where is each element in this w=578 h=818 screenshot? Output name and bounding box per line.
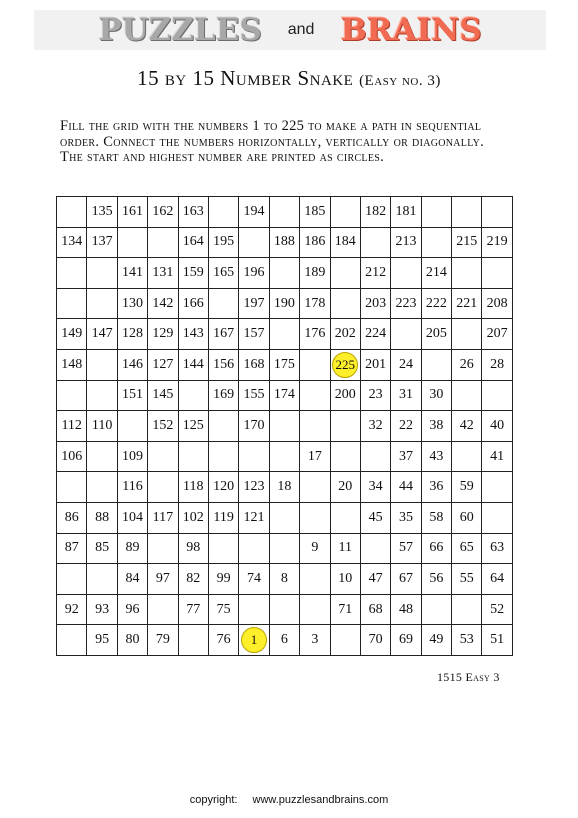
grid-cell-given[interactable]: 195 <box>208 227 238 258</box>
grid-row <box>57 411 513 442</box>
grid-cell-given[interactable]: 174 <box>269 380 299 411</box>
grid-cell-empty[interactable] <box>208 197 238 228</box>
grid-cell-given[interactable]: 34 <box>360 472 390 503</box>
grid-cell-given[interactable]: 156 <box>208 349 238 380</box>
grid-cell-given[interactable]: 112 <box>57 411 87 442</box>
grid-cell-given[interactable]: 18 <box>269 472 299 503</box>
grid-cell-given[interactable]: 148 <box>57 349 87 380</box>
grid-cell-given[interactable]: 131 <box>148 258 178 289</box>
grid-cell-given[interactable]: 89 <box>117 533 147 564</box>
grid-cell-given[interactable]: 87 <box>57 533 87 564</box>
grid-cell-empty[interactable] <box>300 564 330 595</box>
grid-cell-given[interactable]: 116 <box>117 472 147 503</box>
grid-cell-empty[interactable] <box>360 441 390 472</box>
grid-cell-given[interactable]: 55 <box>452 564 482 595</box>
grid-cell-given[interactable]: 200 <box>330 380 360 411</box>
grid-cell-empty[interactable] <box>239 533 269 564</box>
grid-cell-given[interactable]: 152 <box>148 411 178 442</box>
copyright-footer <box>0 794 578 806</box>
grid-cell-given[interactable]: 196 <box>239 258 269 289</box>
grid-cell-given[interactable]: 57 <box>391 533 421 564</box>
grid-cell-empty[interactable] <box>239 227 269 258</box>
grid-cell-empty[interactable] <box>178 441 208 472</box>
grid-cell-given[interactable]: 104 <box>117 502 147 533</box>
grid-cell-given[interactable]: 42 <box>452 411 482 442</box>
grid-cell-given[interactable]: 49 <box>421 625 451 656</box>
grid-cell-empty[interactable] <box>482 258 512 289</box>
grid-cell-empty[interactable] <box>421 349 451 380</box>
grid-cell-empty[interactable] <box>87 380 117 411</box>
grid-cell-given[interactable]: 84 <box>117 564 147 595</box>
grid-cell-empty[interactable] <box>269 533 299 564</box>
grid-row <box>57 564 513 595</box>
grid-cell-given[interactable]: 213 <box>391 227 421 258</box>
grid-cell-given[interactable]: 143 <box>178 319 208 350</box>
grid-cell-given[interactable]: 181 <box>391 197 421 228</box>
grid-cell-given[interactable]: 98 <box>178 533 208 564</box>
grid-cell-empty[interactable] <box>452 380 482 411</box>
grid-cell-given[interactable]: 64 <box>482 564 512 595</box>
grid-cell-given[interactable]: 182 <box>360 197 390 228</box>
grid-cell-given[interactable]: 214 <box>421 258 451 289</box>
grid-cell-empty[interactable] <box>300 594 330 625</box>
grid-cell-empty[interactable] <box>87 258 117 289</box>
grid-cell-given[interactable]: 69 <box>391 625 421 656</box>
grid-cell-empty[interactable] <box>330 411 360 442</box>
grid-cell-empty[interactable] <box>482 472 512 503</box>
grid-cell-given[interactable]: 186 <box>300 227 330 258</box>
grid-cell-empty[interactable] <box>330 441 360 472</box>
grid-cell-empty[interactable] <box>300 380 330 411</box>
grid-cell-given[interactable]: 80 <box>117 625 147 656</box>
grid-cell-given[interactable]: 102 <box>178 502 208 533</box>
grid-cell-given[interactable]: 185 <box>300 197 330 228</box>
grid-cell-given[interactable] <box>330 349 360 380</box>
grid-cell-given[interactable]: 110 <box>87 411 117 442</box>
grid-cell-given[interactable]: 65 <box>452 533 482 564</box>
grid-row <box>57 502 513 533</box>
grid-cell-given[interactable]: 194 <box>239 197 269 228</box>
grid-cell-given[interactable]: 95 <box>87 625 117 656</box>
grid-row <box>57 594 513 625</box>
grid-cell-given[interactable]: 151 <box>117 380 147 411</box>
grid-cell-given[interactable]: 109 <box>117 441 147 472</box>
grid-cell-empty[interactable] <box>360 227 390 258</box>
grid-cell-given[interactable]: 20 <box>330 472 360 503</box>
grid-cell-empty[interactable] <box>239 441 269 472</box>
grid-cell-given[interactable]: 207 <box>482 319 512 350</box>
grid-cell-given[interactable]: 118 <box>178 472 208 503</box>
instruction-line: order. Connect the numbers horizontally, vertically or diagonally. <box>60 133 485 150</box>
grid-cell-given[interactable]: 137 <box>87 227 117 258</box>
grid-cell-empty[interactable] <box>452 258 482 289</box>
grid-cell-given[interactable]: 117 <box>148 502 178 533</box>
grid-cell-empty[interactable] <box>330 502 360 533</box>
grid-cell-given[interactable]: 76 <box>208 625 238 656</box>
copyright-label: copyright: <box>189 794 238 806</box>
grid-cell-given[interactable]: 129 <box>148 319 178 350</box>
grid-cell-given[interactable]: 77 <box>178 594 208 625</box>
grid-cell-given[interactable]: 128 <box>117 319 147 350</box>
grid-cell-empty[interactable] <box>148 594 178 625</box>
grid-cell-given[interactable]: 127 <box>148 349 178 380</box>
grid-cell-empty[interactable] <box>482 502 512 533</box>
grid-cell-empty[interactable] <box>148 227 178 258</box>
grid-cell-given[interactable]: 188 <box>269 227 299 258</box>
grid-cell-given[interactable]: 56 <box>421 564 451 595</box>
grid-cell-empty[interactable] <box>330 258 360 289</box>
grid-cell-given[interactable]: 67 <box>391 564 421 595</box>
grid-cell-empty[interactable] <box>87 288 117 319</box>
circled-number: 1 <box>241 627 267 653</box>
grid-row <box>57 380 513 411</box>
grid-cell-given[interactable]: 142 <box>148 288 178 319</box>
grid-cell-given[interactable]: 144 <box>178 349 208 380</box>
grid-cell-given[interactable]: 36 <box>421 472 451 503</box>
grid-cell-empty[interactable] <box>87 349 117 380</box>
grid-cell-empty[interactable] <box>269 594 299 625</box>
grid-cell-given[interactable]: 8 <box>269 564 299 595</box>
grid-cell-empty[interactable] <box>57 472 87 503</box>
grid-cell-given[interactable]: 201 <box>360 349 390 380</box>
grid-cell-empty[interactable] <box>57 288 87 319</box>
grid-cell-given[interactable]: 66 <box>421 533 451 564</box>
grid-cell-empty[interactable] <box>208 441 238 472</box>
grid-cell-given[interactable]: 31 <box>391 380 421 411</box>
grid-cell-given[interactable]: 6 <box>269 625 299 656</box>
grid-cell-given[interactable]: 37 <box>391 441 421 472</box>
grid-row <box>57 288 513 319</box>
grid-cell-given[interactable]: 40 <box>482 411 512 442</box>
grid-cell-given[interactable]: 82 <box>178 564 208 595</box>
grid-cell-given[interactable]: 3 <box>300 625 330 656</box>
grid-cell-empty[interactable] <box>391 258 421 289</box>
grid-cell-given[interactable]: 161 <box>117 197 147 228</box>
grid-cell-given[interactable]: 146 <box>117 349 147 380</box>
grid-cell-given[interactable]: 202 <box>330 319 360 350</box>
site-logo-banner <box>34 10 546 50</box>
grid-cell-empty[interactable] <box>269 319 299 350</box>
grid-cell-empty[interactable] <box>87 472 117 503</box>
grid-cell-given[interactable]: 24 <box>391 349 421 380</box>
grid-cell-given[interactable]: 147 <box>87 319 117 350</box>
grid-cell-given[interactable]: 164 <box>178 227 208 258</box>
grid-cell-given[interactable]: 135 <box>87 197 117 228</box>
grid-row <box>57 349 513 380</box>
grid-cell-given[interactable]: 221 <box>452 288 482 319</box>
grid-cell-empty[interactable] <box>178 625 208 656</box>
grid-cell-empty[interactable] <box>57 564 87 595</box>
grid-cell-given[interactable]: 97 <box>148 564 178 595</box>
grid-cell-given[interactable]: 63 <box>482 533 512 564</box>
grid-cell-empty[interactable] <box>300 349 330 380</box>
grid-cell-empty[interactable] <box>117 227 147 258</box>
instructions <box>60 119 550 166</box>
grid-cell-given[interactable]: 51 <box>482 625 512 656</box>
grid-cell-empty[interactable] <box>421 594 451 625</box>
grid-cell-empty[interactable] <box>330 288 360 319</box>
grid-row <box>57 197 513 228</box>
logo-word-puzzles: PUZZLES <box>98 12 262 48</box>
grid-cell-given[interactable]: 134 <box>57 227 87 258</box>
grid-row <box>57 441 513 472</box>
grid-cell-given[interactable]: 205 <box>421 319 451 350</box>
grid-cell-empty[interactable] <box>148 441 178 472</box>
grid-cell-given[interactable]: 85 <box>87 533 117 564</box>
grid-cell-given[interactable]: 32 <box>360 411 390 442</box>
grid-cell-empty[interactable] <box>482 380 512 411</box>
grid-cell-given[interactable]: 203 <box>360 288 390 319</box>
grid-cell-empty[interactable] <box>269 258 299 289</box>
grid-cell-empty[interactable] <box>421 227 451 258</box>
grid-cell-given[interactable]: 121 <box>239 502 269 533</box>
grid-row <box>57 533 513 564</box>
grid-cell-empty[interactable] <box>269 411 299 442</box>
grid-cell-given[interactable]: 165 <box>208 258 238 289</box>
grid-cell-given[interactable]: 215 <box>452 227 482 258</box>
grid-cell-given[interactable]: 71 <box>330 594 360 625</box>
grid-cell-given[interactable]: 10 <box>330 564 360 595</box>
grid-cell-given[interactable]: 170 <box>239 411 269 442</box>
grid-cell-given[interactable]: 30 <box>421 380 451 411</box>
grid-cell-empty[interactable] <box>117 411 147 442</box>
grid-cell-given[interactable]: 184 <box>330 227 360 258</box>
grid-cell-empty[interactable] <box>330 197 360 228</box>
grid-cell-empty[interactable] <box>178 380 208 411</box>
grid-cell-empty[interactable] <box>421 197 451 228</box>
grid-cell-empty[interactable] <box>269 502 299 533</box>
grid-cell-given[interactable]: 22 <box>391 411 421 442</box>
grid-cell-empty[interactable] <box>300 411 330 442</box>
puzzle-code: 1515 Easy 3 <box>437 670 500 684</box>
grid-cell-given[interactable]: 60 <box>452 502 482 533</box>
grid-cell-empty[interactable] <box>57 197 87 228</box>
grid-cell-given[interactable]: 41 <box>482 441 512 472</box>
grid-cell-given[interactable]: 155 <box>239 380 269 411</box>
grid-cell-given[interactable]: 163 <box>178 197 208 228</box>
grid-cell-given[interactable]: 44 <box>391 472 421 503</box>
grid-cell-empty[interactable] <box>87 441 117 472</box>
grid-cell-empty[interactable] <box>269 441 299 472</box>
grid-cell-given[interactable]: 168 <box>239 349 269 380</box>
grid-cell-empty[interactable] <box>360 533 390 564</box>
grid-cell-empty[interactable] <box>57 380 87 411</box>
grid-cell-empty[interactable] <box>452 319 482 350</box>
grid-cell-given[interactable]: 123 <box>239 472 269 503</box>
grid-cell-given[interactable]: 197 <box>239 288 269 319</box>
grid-cell-given[interactable]: 48 <box>391 594 421 625</box>
grid-cell-given[interactable]: 88 <box>87 502 117 533</box>
grid-cell-given[interactable] <box>239 625 269 656</box>
grid-cell-given[interactable]: 58 <box>421 502 451 533</box>
grid-row <box>57 472 513 503</box>
grid-cell-given[interactable]: 45 <box>360 502 390 533</box>
grid-row <box>57 625 513 656</box>
grid-cell-given[interactable]: 219 <box>482 227 512 258</box>
grid-cell-empty[interactable] <box>239 594 269 625</box>
grid-cell-given[interactable]: 208 <box>482 288 512 319</box>
grid-cell-given[interactable]: 169 <box>208 380 238 411</box>
grid-cell-given[interactable]: 212 <box>360 258 390 289</box>
grid-cell-given[interactable]: 47 <box>360 564 390 595</box>
grid-cell-given[interactable]: 23 <box>360 380 390 411</box>
grid-cell-given[interactable]: 157 <box>239 319 269 350</box>
grid-cell-given[interactable]: 52 <box>482 594 512 625</box>
grid-cell-empty[interactable] <box>482 197 512 228</box>
circled-number: 225 <box>332 352 358 378</box>
grid-cell-given[interactable]: 190 <box>269 288 299 319</box>
number-snake-grid <box>56 196 513 656</box>
grid-cell-empty[interactable] <box>300 472 330 503</box>
grid-cell-given[interactable]: 149 <box>57 319 87 350</box>
grid-cell-given[interactable]: 166 <box>178 288 208 319</box>
grid-cell-given[interactable]: 159 <box>178 258 208 289</box>
grid-cell-given[interactable]: 68 <box>360 594 390 625</box>
grid-cell-given[interactable]: 9 <box>300 533 330 564</box>
grid-cell-empty[interactable] <box>57 258 87 289</box>
grid-cell-given[interactable]: 178 <box>300 288 330 319</box>
grid-cell-given[interactable]: 120 <box>208 472 238 503</box>
grid-cell-empty[interactable] <box>452 197 482 228</box>
grid-cell-empty[interactable] <box>208 411 238 442</box>
instruction-line: Fill the grid with the numbers 1 to 225 to make a path in sequential <box>60 118 482 134</box>
grid-cell-given[interactable]: 130 <box>117 288 147 319</box>
grid-cell-given[interactable]: 145 <box>148 380 178 411</box>
grid-cell-empty[interactable] <box>208 533 238 564</box>
logo-word-brains: BRAINS <box>340 12 482 48</box>
grid-cell-given[interactable]: 38 <box>421 411 451 442</box>
website-link[interactable]: www.puzzlesandbrains.com <box>252 794 389 806</box>
grid-cell-given[interactable]: 119 <box>208 502 238 533</box>
grid-cell-empty[interactable] <box>330 625 360 656</box>
grid-cell-given[interactable]: 26 <box>452 349 482 380</box>
grid-cell-empty[interactable] <box>300 502 330 533</box>
instruction-line: The start and highest number are printed as circles. <box>60 149 385 165</box>
grid-cell-empty[interactable] <box>391 319 421 350</box>
grid-cell-given[interactable]: 53 <box>452 625 482 656</box>
grid-cell-given[interactable]: 96 <box>117 594 147 625</box>
grid-cell-empty[interactable] <box>208 288 238 319</box>
grid-cell-given[interactable]: 75 <box>208 594 238 625</box>
grid-cell-given[interactable]: 59 <box>452 472 482 503</box>
grid-cell-given[interactable]: 125 <box>178 411 208 442</box>
grid-row <box>57 227 513 258</box>
puzzle-title <box>0 66 578 91</box>
grid-cell-given[interactable]: 28 <box>482 349 512 380</box>
logo-word-and: and <box>287 21 315 38</box>
grid-cell-given[interactable]: 223 <box>391 288 421 319</box>
grid-cell-given[interactable]: 99 <box>208 564 238 595</box>
grid-cell-empty[interactable] <box>148 472 178 503</box>
grid-cell-given[interactable]: 43 <box>421 441 451 472</box>
grid-cell-given[interactable]: 167 <box>208 319 238 350</box>
grid-cell-given[interactable]: 35 <box>391 502 421 533</box>
grid-cell-given[interactable]: 141 <box>117 258 147 289</box>
grid-cell-given[interactable]: 162 <box>148 197 178 228</box>
grid-cell-empty[interactable] <box>87 564 117 595</box>
grid-cell-given[interactable]: 222 <box>421 288 451 319</box>
grid-cell-given[interactable]: 86 <box>57 502 87 533</box>
grid-cell-empty[interactable] <box>148 533 178 564</box>
grid-cell-empty[interactable] <box>452 441 482 472</box>
grid-cell-empty[interactable] <box>269 197 299 228</box>
grid-cell-empty[interactable] <box>452 594 482 625</box>
grid-cell-given[interactable]: 106 <box>57 441 87 472</box>
puzzle-title-sub: (Easy no. 3) <box>359 73 441 89</box>
grid-row <box>57 319 513 350</box>
grid-cell-given[interactable]: 176 <box>300 319 330 350</box>
grid-cell-given[interactable]: 92 <box>57 594 87 625</box>
grid-cell-given[interactable]: 175 <box>269 349 299 380</box>
grid-row <box>57 258 513 289</box>
grid-cell-given[interactable]: 74 <box>239 564 269 595</box>
puzzle-title-main: 15 by 15 Number Snake <box>137 66 354 90</box>
grid-cell-given[interactable]: 189 <box>300 258 330 289</box>
grid-cell-given[interactable]: 93 <box>87 594 117 625</box>
grid-cell-given[interactable]: 17 <box>300 441 330 472</box>
grid-cell-given[interactable]: 11 <box>330 533 360 564</box>
grid-cell-given[interactable]: 224 <box>360 319 390 350</box>
grid-cell-given[interactable]: 79 <box>148 625 178 656</box>
grid-cell-empty[interactable] <box>57 625 87 656</box>
grid-cell-given[interactable]: 70 <box>360 625 390 656</box>
